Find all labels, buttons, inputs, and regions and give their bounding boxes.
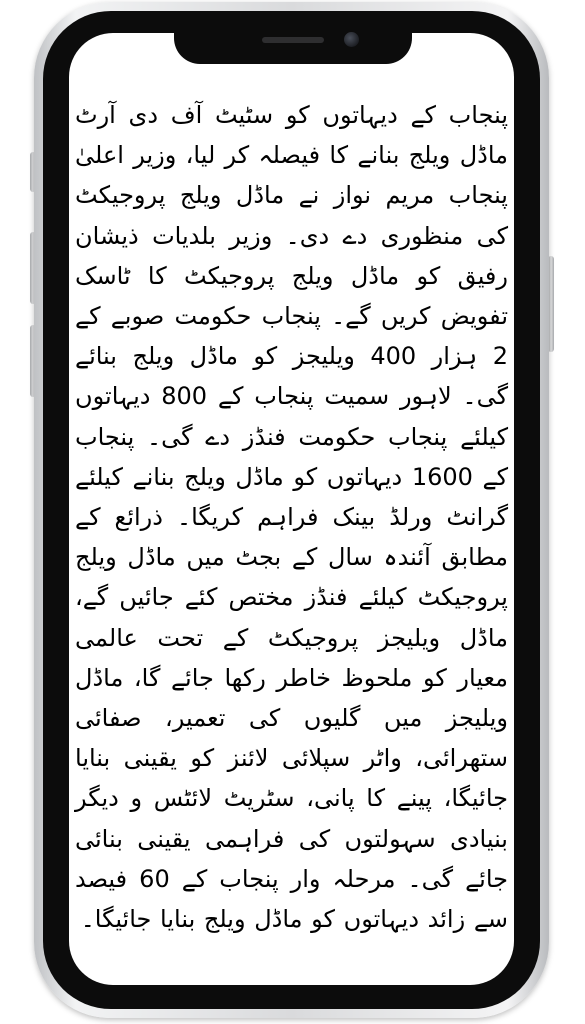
speaker-grille-icon — [262, 37, 324, 43]
front-camera-icon — [344, 32, 359, 47]
news-article-text: پنجاب کے دیہاتوں کو سٹیٹ آف دی آرٹ ماڈل ویلج بنانے کا فیصلہ کر لیا، وزیر اعلیٰ پنجاب مریم نواز نے ماڈل ویلج پروجیکٹ کی منظوری دے دی۔ وزیر بلدیات ذیشان رفیق کو ماڈل ویلج پروجیکٹ کا ٹاسک تفویض کریں گے۔ پنجاب حکومت صوبے کے 2 ہزار 400 ویلیجز کو ماڈل ویلج بنائے گی۔ لاہور سمیت پنجاب کے 800 دیہاتوں کیلئے پنجاب حکومت فنڈز دے گی۔ پنجاب کے 1600 دیہاتوں کو ماڈل ویلج بنانے کیلئے گرانٹ ورلڈ بینک فراہم کریگا۔ ذرائع کے مطابق آئندہ سال کے بجٹ میں ماڈل ویلج پروجیکٹ کیلئے فنڈز مختص کئے جائیں گے، ماڈل ویلیجز پروجیکٹ کے تحت عالمی معیار کو ملحوظ خاطر رکھا جائے گا، ماڈل ویلیجز میں گلیوں کی تعمیر، صفائی ستھرائی، واٹر سپلائی لائنز کو یقینی بنایا جائیگا، پینے کا پانی، سٹریٹ لائٹس و دیگر بنیادی سہولتوں کی فراہمی یقینی بنائی جائے گی۔ مرحلہ وار پنجاب کے 60 فیصد سے زائد دیہاتوں کو ماڈل ویلج بنایا جائیگا۔ — [75, 101, 509, 934]
phone-screen — [69, 33, 514, 985]
phone-notch — [174, 26, 412, 64]
